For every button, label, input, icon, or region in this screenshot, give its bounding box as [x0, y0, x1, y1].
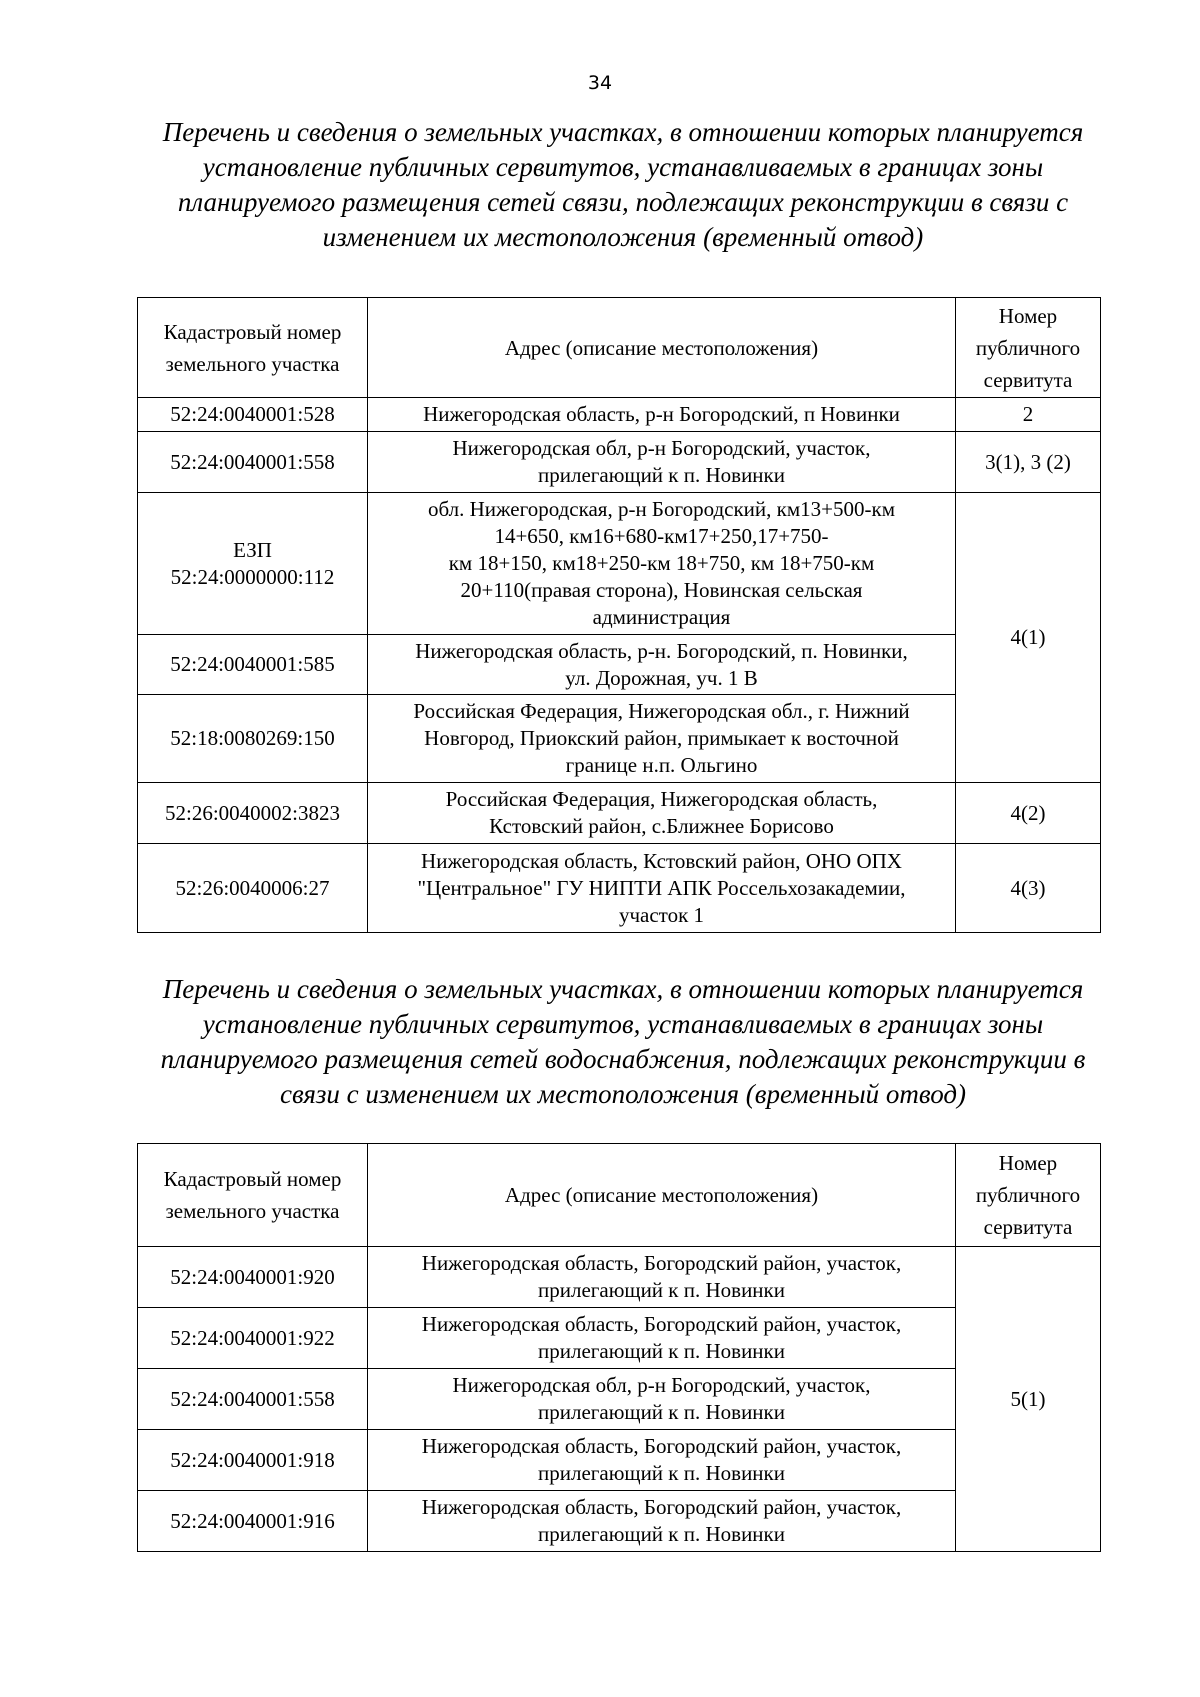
cell-address: Нижегородская область, Кстовский район, ОНО ОПХ "Центральное" ГУ НИПТИ АПК Россельхозакадемии, участок 1	[368, 844, 956, 933]
header-cadastral: Кадастровый номер земельного участка	[138, 298, 368, 398]
cell-cadastral: 52:24:0040001:585	[138, 635, 368, 695]
cell-cadastral: 52:26:0040002:3823	[138, 783, 368, 844]
table-row	[138, 1247, 1101, 1308]
title-line: планируемого размещения сетей водоснабжения, подлежащих реконструкции в	[160, 1044, 1086, 1074]
table-row	[138, 493, 1101, 635]
cell-cadastral: 52:24:0040001:920	[138, 1247, 368, 1308]
page-number: 34	[587, 72, 613, 94]
cell-cadastral: ЕЗП 52:24:0000000:112	[138, 493, 368, 635]
cell-address: Российская Федерация, Нижегородская обл., г. Нижний Новгород, Приокский район, примыкает к восточной границе н.п. Ольгино	[368, 695, 956, 783]
title-line: Перечень и сведения о земельных участках, в отношении которых планируется	[162, 117, 1084, 147]
cell-cadastral: 52:24:0040001:558	[138, 432, 368, 493]
cell-servitude: 4(3)	[956, 844, 1101, 933]
cell-cadastral: 52:24:0040001:558	[138, 1369, 368, 1430]
table-row	[138, 398, 1101, 432]
cell-address: Нижегородская область, р-н. Богородский, п. Новинки, ул. Дорожная, уч. 1 В	[368, 635, 956, 695]
title-line: Перечень и сведения о земельных участках, в отношении которых планируется	[162, 974, 1084, 1004]
title-line: установление публичных сервитутов, устанавливаемых в границах зоны	[202, 1009, 1044, 1039]
cell-cadastral: 52:24:0040001:918	[138, 1430, 368, 1491]
header-address: Адрес (описание местоположения)	[368, 1144, 956, 1247]
header-servitude: Номер публичного сервитута	[956, 1144, 1101, 1247]
section-1-title	[128, 115, 1118, 255]
cell-address: Нижегородская обл, р-н Богородский, участок, прилегающий к п. Новинки	[368, 1369, 956, 1430]
cell-servitude: 4(2)	[956, 783, 1101, 844]
title-line: связи с изменением их местоположения (временный отвод)	[279, 1079, 967, 1109]
cell-servitude-merged: 4(1)	[956, 493, 1101, 783]
table-row	[138, 432, 1101, 493]
table-header-row	[138, 298, 1101, 398]
cell-address: Нижегородская область, Богородский район, участок, прилегающий к п. Новинки	[368, 1491, 956, 1552]
cell-address: обл. Нижегородская, р-н Богородский, км13+500-км 14+650, км16+680-км17+250,17+750- км 18+150, км18+250-км 18+750, км 18+750-км 20+110(правая сторона), Новинская сельская администрация	[368, 493, 956, 635]
title-line: изменением их местоположения (временный отвод)	[322, 222, 924, 252]
table-row	[138, 844, 1101, 933]
header-cadastral: Кадастровый номер земельного участка	[138, 1144, 368, 1247]
title-line: установление публичных сервитутов, устанавливаемых в границах зоны	[202, 152, 1044, 182]
cell-cadastral: 52:18:0080269:150	[138, 695, 368, 783]
title-line: планируемого размещения сетей связи, подлежащих реконструкции в связи с	[177, 187, 1069, 217]
table-header-row	[138, 1144, 1101, 1247]
header-address: Адрес (описание местоположения)	[368, 298, 956, 398]
cell-cadastral: 52:24:0040001:916	[138, 1491, 368, 1552]
cell-cadastral: 52:24:0040001:922	[138, 1308, 368, 1369]
cell-address: Нижегородская область, р-н Богородский, п Новинки	[368, 398, 956, 432]
header-servitude: Номер публичного сервитута	[956, 298, 1101, 398]
water-supply-servitude-table	[137, 1143, 1101, 1552]
communications-servitude-table	[137, 297, 1101, 933]
table-row	[138, 783, 1101, 844]
cell-cadastral: 52:24:0040001:528	[138, 398, 368, 432]
cell-servitude-merged: 5(1)	[956, 1247, 1101, 1552]
cell-address: Нижегородская обл, р-н Богородский, участок, прилегающий к п. Новинки	[368, 432, 956, 493]
cell-address: Нижегородская область, Богородский район, участок, прилегающий к п. Новинки	[368, 1247, 956, 1308]
cell-address: Нижегородская область, Богородский район, участок, прилегающий к п. Новинки	[368, 1308, 956, 1369]
cell-servitude: 2	[956, 398, 1101, 432]
section-2-title	[128, 972, 1118, 1112]
cell-address: Российская Федерация, Нижегородская область, Кстовский район, с.Ближнее Борисово	[368, 783, 956, 844]
cell-address: Нижегородская область, Богородский район, участок, прилегающий к п. Новинки	[368, 1430, 956, 1491]
cell-cadastral: 52:26:0040006:27	[138, 844, 368, 933]
cell-servitude: 3(1), 3 (2)	[956, 432, 1101, 493]
